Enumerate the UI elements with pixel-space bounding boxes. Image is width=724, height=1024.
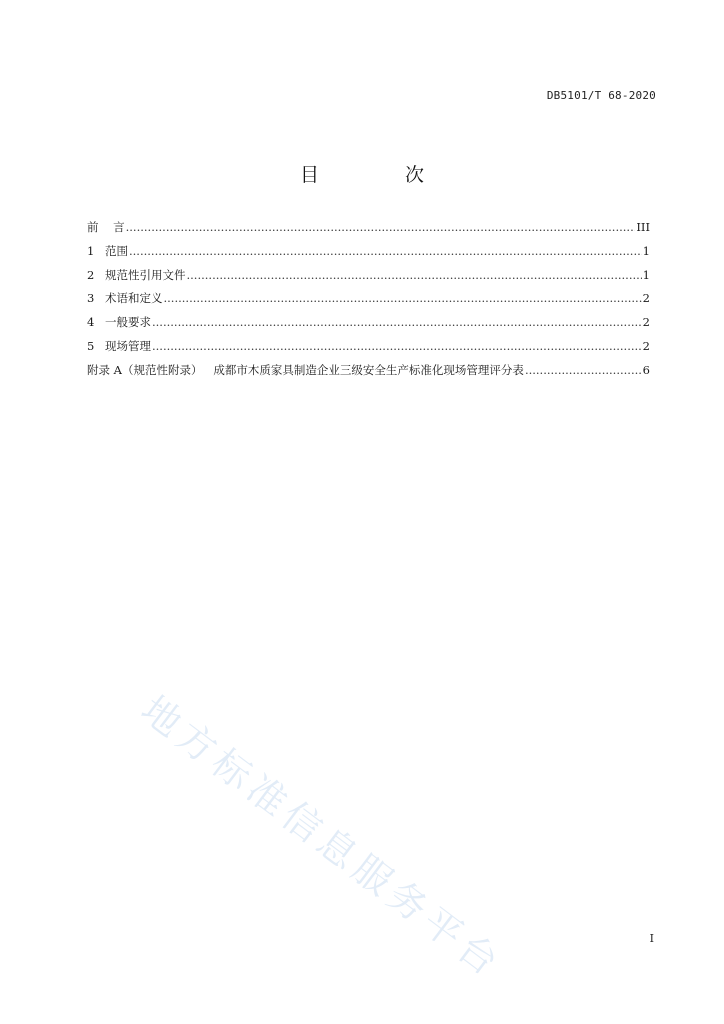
toc-entry-page: 1	[642, 243, 650, 258]
toc-entry-number: 4	[87, 315, 95, 330]
toc-entry-page: 1	[642, 267, 650, 282]
toc-leader-dots	[525, 362, 642, 378]
toc-entry-label: 前 言	[87, 220, 125, 234]
toc-entry-number: 2	[87, 267, 95, 282]
toc-entry-page: 6	[642, 362, 650, 377]
toc-entry-normative-references[interactable]	[87, 267, 650, 291]
toc-entry-label: 范围	[105, 243, 128, 258]
toc-leader-dots	[129, 243, 642, 259]
toc-entry-general-requirements[interactable]	[87, 314, 650, 338]
toc-entry-page: 2	[642, 291, 650, 306]
toc-entry-scope[interactable]	[87, 243, 650, 267]
toc-entry-number: 5	[87, 338, 95, 353]
toc-entry-number: 1	[87, 243, 95, 258]
toc-entry-page: 2	[642, 338, 650, 353]
page-number: I	[649, 932, 654, 945]
toc-entry-label: 一般要求	[105, 315, 151, 330]
toc-title: 目 次	[299, 164, 465, 186]
toc-leader-dots	[126, 219, 636, 235]
toc-leader-dots	[164, 290, 642, 306]
toc-leader-dots	[152, 338, 642, 354]
toc-entry-label: 术语和定义	[105, 291, 163, 306]
toc-leader-dots	[187, 267, 642, 283]
toc-entry-page: III	[636, 220, 650, 234]
toc-entry-label: 现场管理	[105, 338, 151, 353]
document-code: DB5101/T 68-2020	[546, 89, 656, 102]
toc-leader-dots	[152, 314, 642, 330]
table-of-contents	[87, 219, 650, 386]
toc-entry-site-management[interactable]	[87, 338, 650, 362]
toc-entry-number: 3	[87, 291, 95, 306]
toc-entry-label: 规范性引用文件	[105, 267, 186, 282]
toc-entry-foreword[interactable]	[87, 219, 650, 243]
toc-entry-appendix-a[interactable]	[87, 362, 650, 386]
toc-entry-terms-definitions[interactable]	[87, 290, 650, 314]
toc-entry-label: 附录 A（规范性附录） 成都市木质家具制造企业三级安全生产标准化现场管理评分表	[87, 362, 524, 377]
watermark-text: 地方标准信息服务平台	[133, 687, 511, 988]
toc-entry-page: 2	[642, 315, 650, 330]
